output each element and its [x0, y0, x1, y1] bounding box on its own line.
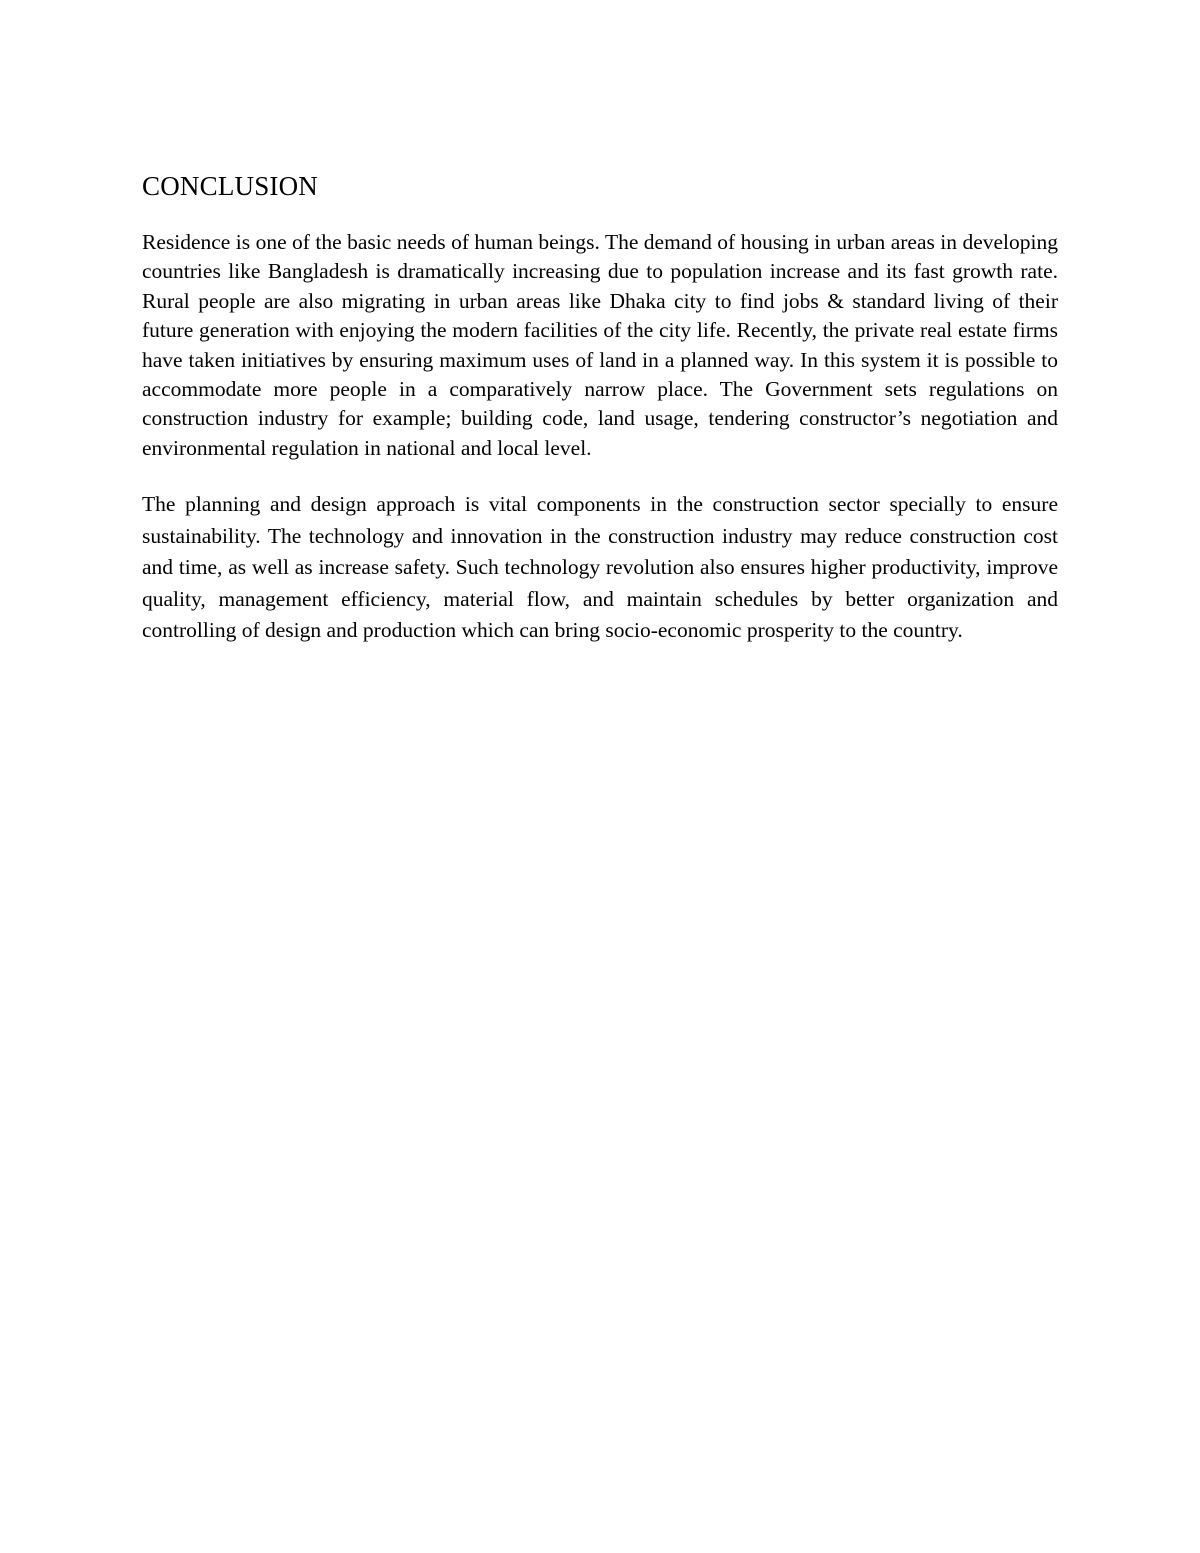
document-body [142, 170, 1058, 647]
paragraph-2: The planning and design approach is vital components in the construction sector specially to ensure sustainability. The technology and innovation in the construction industry may reduce construction cost and time, as well as increase safety. Such technology revolution also ensures higher productivity, improve quality, management efficiency, material flow, and maintain schedules by better organization and controlling of design and production which can bring socio-economic prosperity to the country. [142, 492, 1058, 643]
section-heading: CONCLUSION [142, 171, 319, 201]
paragraph-1: Residence is one of the basic needs of human beings. The demand of housing in urban areas in developing countries like Bangladesh is dramatically increasing due to population increase and its fast growth rate. Rural people are also migrating in urban areas like Dhaka city to find jobs & standard living of their future generation with enjoying the modern facilities of the city life. Recently, the private real estate firms have taken initiatives by ensuring maximum uses of land in a planned way. In this system it is possible to accommodate more people in a comparatively narrow place. The Government sets regulations on construction industry for example; building code, land usage, tendering constructor’s negotiation and environmental regulation in national and local level. [142, 230, 1058, 460]
